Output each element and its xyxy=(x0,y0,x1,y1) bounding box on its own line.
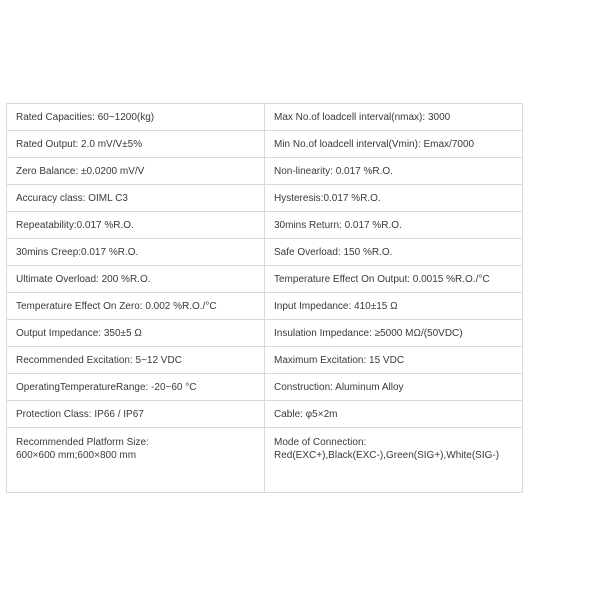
spec-line: 600×600 mm;600×800 mm xyxy=(16,450,137,461)
table-row xyxy=(7,158,523,185)
spec-cell: 30mins Creep:0.017 %R.O. xyxy=(7,239,265,266)
table-row xyxy=(7,104,523,131)
spec-cell: Recommended Excitation: 5~12 VDC xyxy=(7,347,265,374)
table-row xyxy=(7,374,523,401)
spec-line: Red(EXC+),Black(EXC-),Green(SIG+),White(SIG-) xyxy=(274,450,500,461)
table-row xyxy=(7,131,523,158)
table-row xyxy=(7,428,523,493)
spec-cell xyxy=(265,428,523,493)
spec-cell: Max No.of loadcell interval(nmax): 3000 xyxy=(265,104,523,131)
spec-cell: Insulation Impedance: ≥5000 MΩ/(50VDC) xyxy=(265,320,523,347)
spec-cell: Accuracy class: OIML C3 xyxy=(7,185,265,212)
spec-cell: Output Impedance: 350±5 Ω xyxy=(7,320,265,347)
spec-cell: Input Impedance: 410±15 Ω xyxy=(265,293,523,320)
spec-cell: Construction: Aluminum Alloy xyxy=(265,374,523,401)
spec-cell: Ultimate Overload: 200 %R.O. xyxy=(7,266,265,293)
spec-cell: Hysteresis:0.017 %R.O. xyxy=(265,185,523,212)
spec-cell: Rated Capacities: 60~1200(kg) xyxy=(7,104,265,131)
table-row xyxy=(7,266,523,293)
spec-cell: Temperature Effect On Output: 0.0015 %R.O./°C xyxy=(265,266,523,293)
spec-cell: 30mins Return: 0.017 %R.O. xyxy=(265,212,523,239)
spec-cell: Safe Overload: 150 %R.O. xyxy=(265,239,523,266)
spec-cell: Temperature Effect On Zero: 0.002 %R.O./°C xyxy=(7,293,265,320)
spec-cell: Rated Output: 2.0 mV/V±5% xyxy=(7,131,265,158)
table-row xyxy=(7,212,523,239)
spec-cell: Protection Class: IP66 / IP67 xyxy=(7,401,265,428)
spec-cell: OperatingTemperatureRange: -20~60 °C xyxy=(7,374,265,401)
spec-line: Mode of Connection: xyxy=(274,437,367,448)
table-row xyxy=(7,293,523,320)
spec-cell: Maximum Excitation: 15 VDC xyxy=(265,347,523,374)
table-row xyxy=(7,347,523,374)
spec-table xyxy=(6,103,523,493)
spec-cell xyxy=(7,428,265,493)
spec-cell: Min No.of loadcell interval(Vmin): Emax/7000 xyxy=(265,131,523,158)
table-row xyxy=(7,320,523,347)
spec-line: Recommended Platform Size: xyxy=(16,437,149,448)
spec-cell: Non-linearity: 0.017 %R.O. xyxy=(265,158,523,185)
table-row xyxy=(7,185,523,212)
spec-cell: Zero Balance: ±0.0200 mV/V xyxy=(7,158,265,185)
table-row xyxy=(7,401,523,428)
spec-cell: Repeatability:0.017 %R.O. xyxy=(7,212,265,239)
spec-cell: Cable: φ5×2m xyxy=(265,401,523,428)
table-row xyxy=(7,239,523,266)
